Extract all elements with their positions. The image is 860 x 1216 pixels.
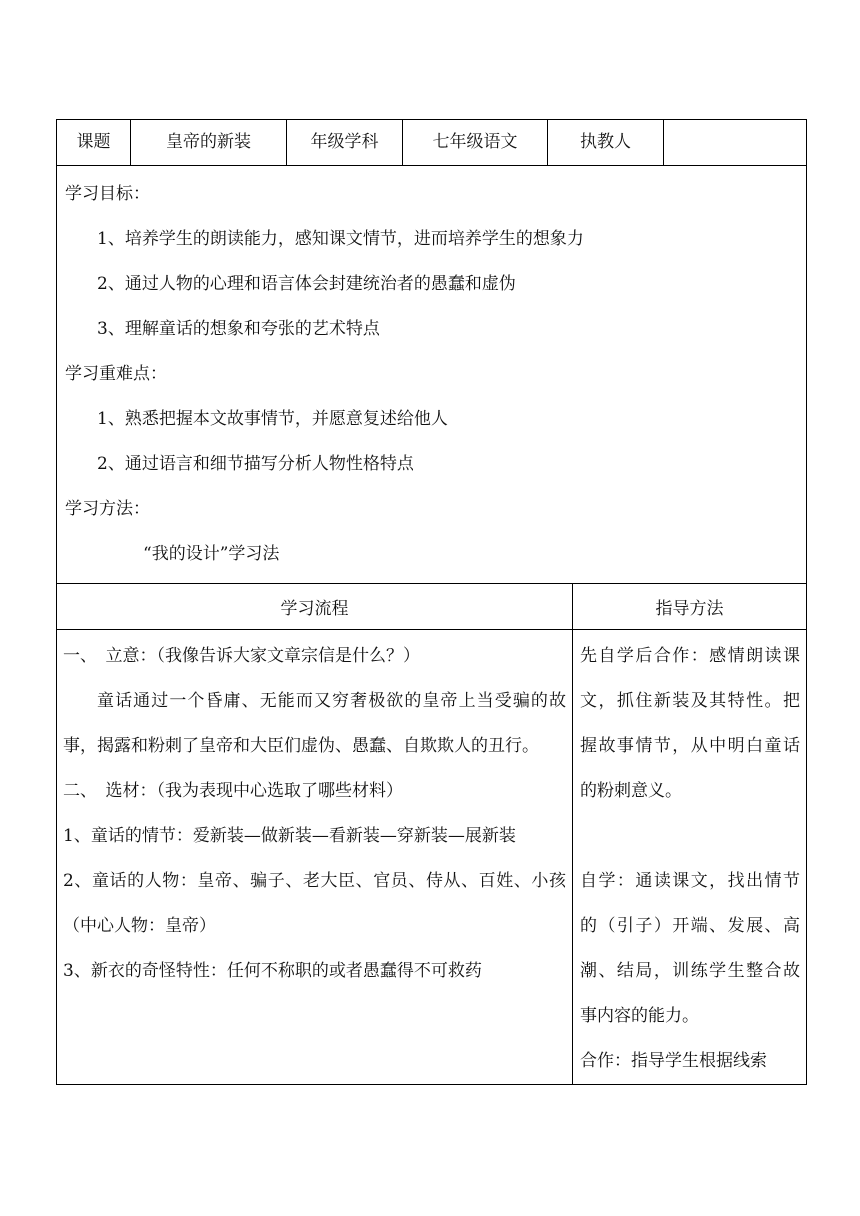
- goal-item: 2、通过人物的心理和语言体会封建统治者的愚蠢和虚伪: [97, 274, 516, 294]
- step-text: 1、童话的情节：爱新装—做新装—看新装—穿新装—展新装: [63, 826, 516, 846]
- flow-header-row: [57, 584, 807, 630]
- goals-title: 学习目标：: [65, 184, 150, 204]
- header-cell-grade-label: 年级学科: [287, 120, 403, 166]
- step-text: 2、童话的人物：皇帝、骗子、老大臣、官员、侍从、百姓、小孩（中心人物：皇帝）: [63, 871, 566, 936]
- step-heading: 一、 立意：（我像告诉大家文章宗信是什么？）: [63, 646, 420, 666]
- method-value: “我的设计”学习法: [143, 544, 280, 564]
- keypoint-item: 2、通过语言和细节描写分析人物性格特点: [97, 454, 414, 474]
- guidance-text: 自学：通读课文，找出情节的（引子）开端、发展、高潮、结局，训练学生整合故事内容的能力。: [580, 871, 800, 1026]
- flow-table: [56, 584, 807, 1085]
- objectives-cell: [57, 166, 807, 584]
- flow-col-process: 学习流程: [57, 584, 573, 630]
- keypoint-item: 1、熟悉把握本文故事情节，并愿意复述给他人: [97, 409, 448, 429]
- step-text: 3、新衣的奇怪特性：任何不称职的或者愚蠢得不可救药: [63, 961, 482, 981]
- flow-guidance-cell: [573, 630, 807, 1085]
- flow-process-cell: [57, 630, 573, 1085]
- goal-item: 1、培养学生的朗读能力，感知课文情节，进而培养学生的想象力: [97, 229, 584, 249]
- method-title: 学习方法：: [65, 499, 150, 519]
- header-cell-topic-value: 皇帝的新装: [131, 120, 287, 166]
- step-text: 童话通过一个昏庸、无能而又穷奢极欲的皇帝上当受骗的故事，揭露和粉刺了皇帝和大臣们虚伪、愚蠢、自欺欺人的丑行。: [63, 691, 566, 756]
- flow-col-guidance: 指导方法: [573, 584, 807, 630]
- keypoints-title: 学习重难点：: [65, 364, 167, 384]
- guidance-text: 合作：指导学生根据线索: [580, 1051, 767, 1071]
- header-row: [57, 120, 807, 166]
- header-cell-teacher-value: [664, 120, 807, 166]
- lesson-plan-page: [56, 119, 806, 1085]
- lesson-plan-table: [56, 119, 807, 584]
- guidance-gap: [580, 814, 800, 859]
- header-cell-teacher-label: 执教人: [548, 120, 664, 166]
- header-cell-grade-value: 七年级语文: [403, 120, 548, 166]
- flow-body-row: [57, 630, 807, 1085]
- header-cell-topic-label: 课题: [57, 120, 131, 166]
- guidance-text: 先自学后合作：感情朗读课文，抓住新装及其特性。把握故事情节，从中明白童话的粉刺意义。: [580, 646, 800, 801]
- goal-item: 3、理解童话的想象和夸张的艺术特点: [97, 319, 380, 339]
- step-heading: 二、 选材：（我为表现中心选取了哪些材料）: [63, 781, 403, 801]
- objectives-row: [57, 166, 807, 584]
